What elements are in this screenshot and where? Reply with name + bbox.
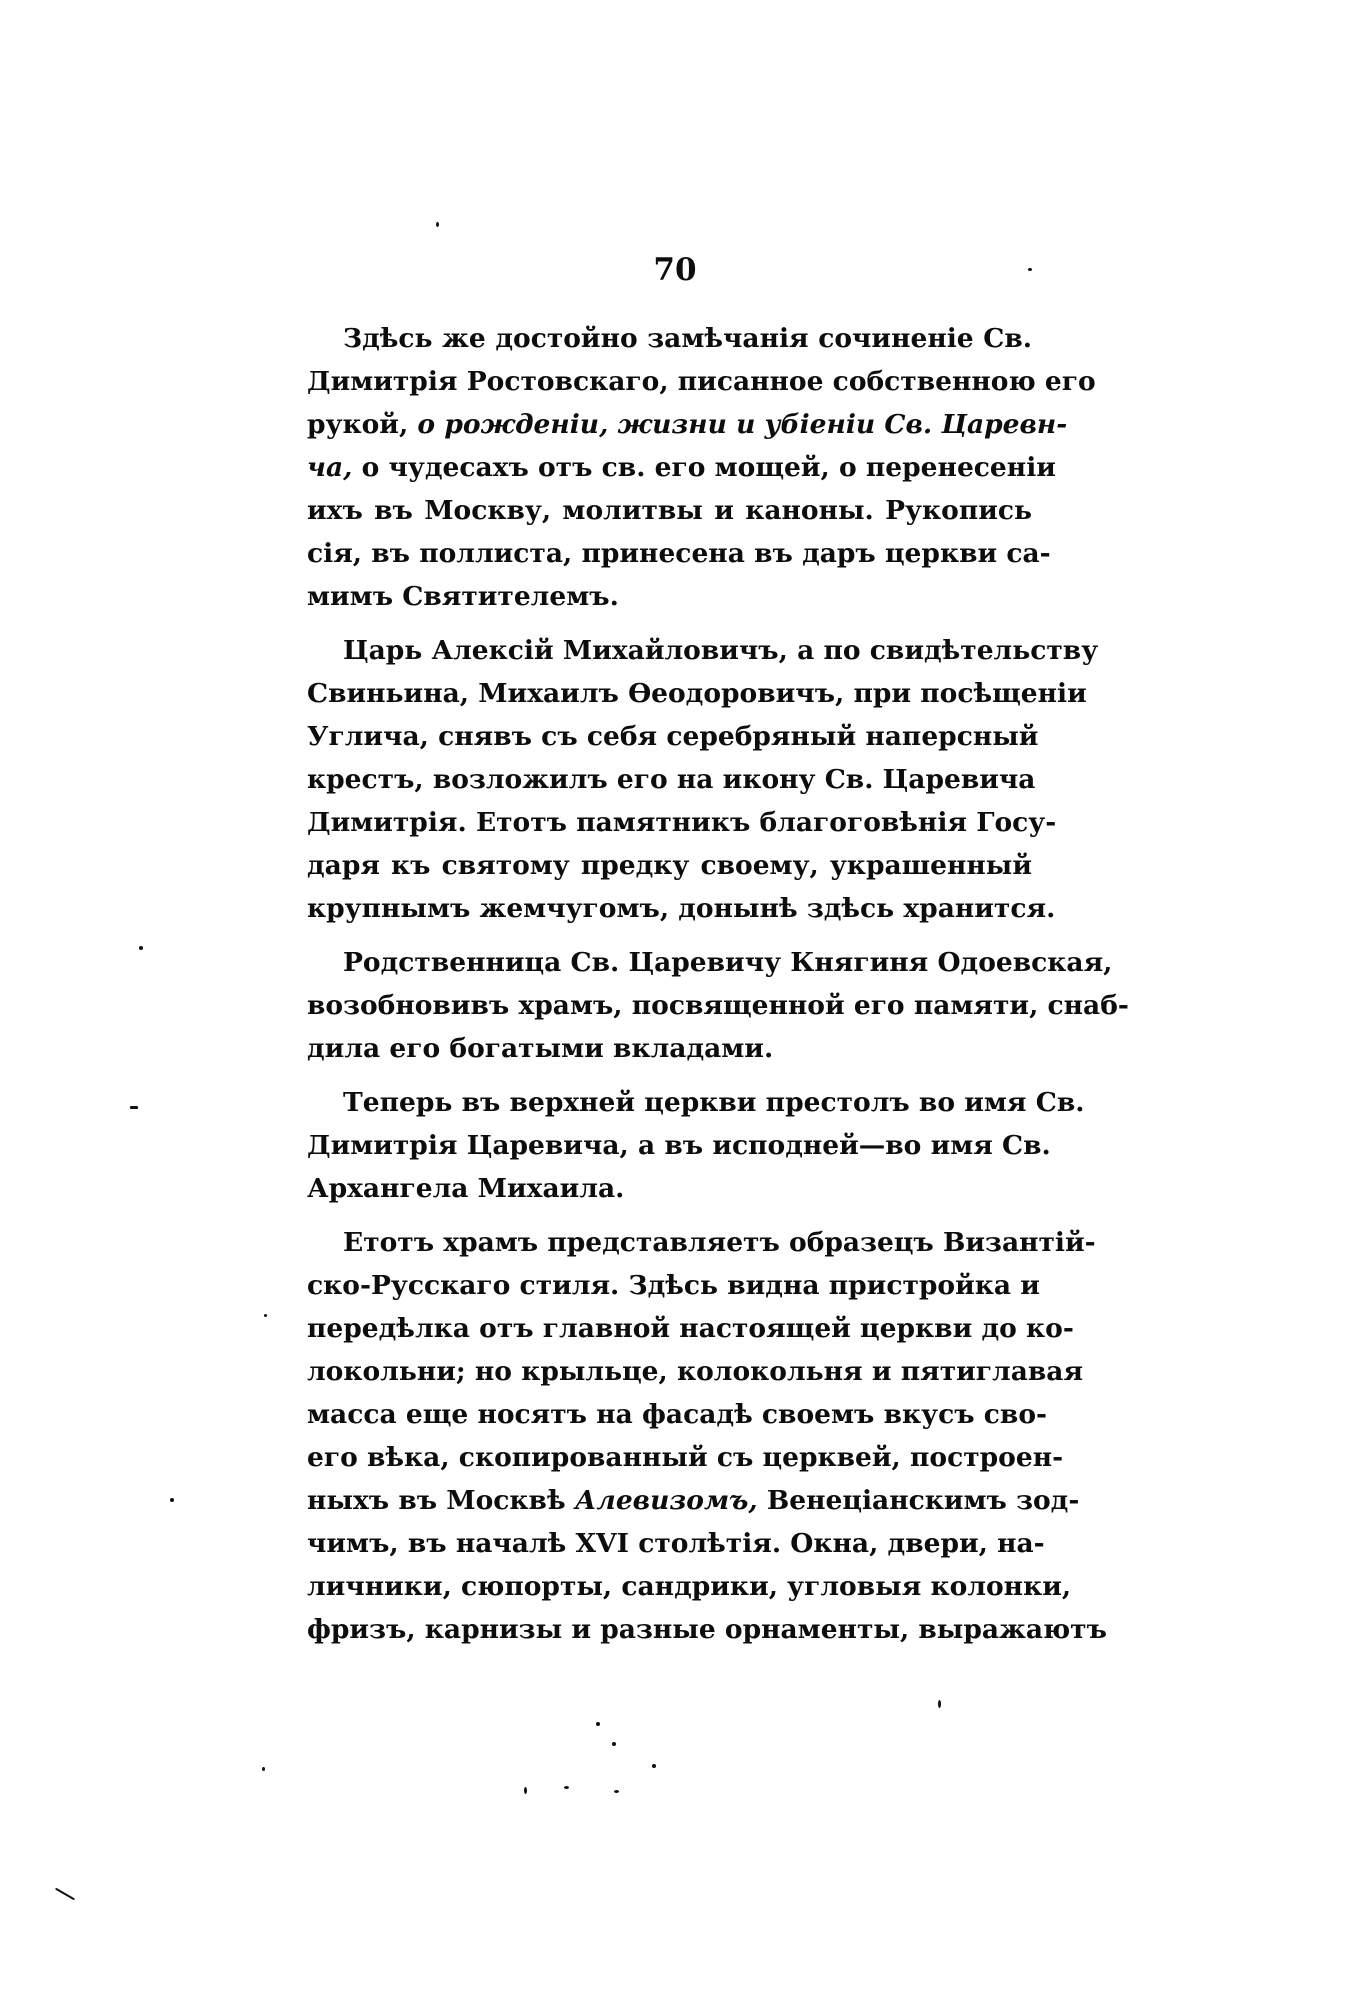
text-line [307, 629, 1099, 672]
text-line [307, 1081, 1085, 1124]
scan-speck [130, 1106, 138, 1109]
text-line [307, 801, 1057, 844]
paragraph [307, 941, 1129, 1070]
text-run: возобновивъ храмъ, посвященной его памяти, снаб- [307, 990, 1129, 1021]
text-run: фризъ, карнизы и разные орнаменты, выражаютъ [307, 1614, 1107, 1645]
text-run: Димитрія Царевича, а въ исподней—во имя Св. [307, 1130, 1051, 1161]
text-line [307, 984, 1129, 1027]
scan-speck [652, 1764, 656, 1768]
text-run: Архангела Михаила. [307, 1173, 625, 1204]
scan-speck [170, 1498, 174, 1502]
scan-speck [55, 1888, 75, 1901]
paragraph [307, 1221, 1107, 1651]
text-run: Димитрія. Етотъ памятникъ благоговѣнія Госу- [307, 807, 1057, 838]
text-line [307, 532, 1051, 575]
paragraph [307, 1081, 1085, 1210]
text-run: масса еще носятъ на фасадѣ своемъ вкусъ сво- [307, 1399, 1048, 1430]
text-run: Царь Алексій Михайловичъ, а по свидѣтельству [343, 635, 1099, 666]
text-line [307, 446, 1056, 489]
text-line [307, 1221, 1096, 1264]
scan-speck [436, 222, 439, 227]
scan-speck [524, 1787, 527, 1794]
scan-speck [264, 1314, 267, 1317]
scan-speck [139, 946, 143, 950]
text-run: Углича, снявъ съ себя серебряный наперсный [307, 721, 1039, 752]
text-line [307, 1436, 1064, 1479]
text-line [307, 1393, 1048, 1436]
text-run: крупнымъ жемчугомъ, донынѣ здѣсь хранится. [307, 893, 1056, 924]
text-run: ныхъ въ Москвѣ [307, 1485, 575, 1516]
text-line [307, 672, 1087, 715]
text-line [307, 489, 1032, 532]
text-line [307, 1264, 1040, 1307]
text-run: даря къ святому предку своему, украшенный [307, 850, 1032, 881]
text-line [307, 758, 1036, 801]
text-line [307, 1522, 1045, 1565]
scan-speck [596, 1722, 600, 1726]
text-run: чимъ, въ началѣ XVI столѣтія. Окна, двери, на- [307, 1528, 1045, 1559]
text-line [307, 1565, 1072, 1608]
text-line [307, 1167, 1032, 1210]
body-text [307, 317, 1129, 1662]
text-run: о чудесахъ отъ св. его мощей, о перенесеніи [352, 452, 1056, 483]
italic-text: Алевизомъ, [574, 1485, 758, 1516]
text-run: Свиньина, Михаилъ Ѳеодоровичъ, при посѣщеніи [307, 678, 1087, 709]
text-line [307, 360, 1096, 403]
text-line [307, 575, 1032, 618]
text-run: мимъ Святителемъ. [307, 581, 619, 612]
scan-speck [612, 1742, 616, 1746]
paragraph [307, 317, 1096, 618]
text-line [307, 941, 1113, 984]
scan-speck [564, 1786, 569, 1789]
text-line [307, 317, 1032, 360]
text-run: его вѣка, скопированный съ церквей, построен- [307, 1442, 1064, 1473]
text-run: ихъ въ Москву, молитвы и каноны. Рукопись [307, 495, 1032, 526]
scan-speck [262, 1767, 265, 1771]
text-run: Родственница Св. Царевичу Княгиня Одоевская, [343, 947, 1113, 978]
text-line [307, 715, 1039, 758]
text-run: Димитрія Ростовскаго, писанное собственною его [307, 366, 1096, 397]
scan-speck [614, 1790, 619, 1793]
text-run: передѣлка отъ главной настоящей церкви до ко- [307, 1313, 1074, 1344]
paragraph [307, 629, 1099, 930]
scan-speck [938, 1700, 941, 1708]
scan-speck [1028, 268, 1032, 271]
page-number: 70 [653, 252, 697, 288]
text-line [307, 1350, 1084, 1393]
text-run: Венеціанскимъ зод- [757, 1485, 1080, 1516]
text-run: Здѣсь же достойно замѣчанія сочиненіе Св. [343, 323, 1032, 354]
italic-text: о рожденіи, жизни и убіеніи Св. Царевн- [417, 409, 1068, 440]
text-line [307, 1124, 1051, 1167]
text-run: Етотъ храмъ представляетъ образецъ Византій- [343, 1227, 1096, 1258]
text-run: локольни; но крыльце, колокольня и пятиглавая [307, 1356, 1084, 1387]
text-line [307, 403, 1068, 446]
italic-text: ча, [307, 452, 353, 483]
text-line [307, 887, 1056, 930]
text-run: ско-Русскаго стиля. Здѣсь видна пристройка и [307, 1270, 1040, 1301]
text-run: дила его богатыми вкладами. [307, 1033, 774, 1064]
text-run: крестъ, возложилъ его на икону Св. Царевича [307, 764, 1036, 795]
text-line [307, 1307, 1074, 1350]
text-run: Теперь въ верхней церкви престолъ во имя Св. [343, 1087, 1085, 1118]
text-run: рукой, [307, 409, 418, 440]
text-line [307, 1027, 1032, 1070]
text-line [307, 844, 1032, 887]
text-run: сія, въ поллиста, принесена въ даръ церкви са- [307, 538, 1051, 569]
text-line [307, 1479, 1080, 1522]
text-line [307, 1608, 1107, 1651]
text-run: личники, сюпорты, сандрики, угловыя колонки, [307, 1571, 1072, 1602]
